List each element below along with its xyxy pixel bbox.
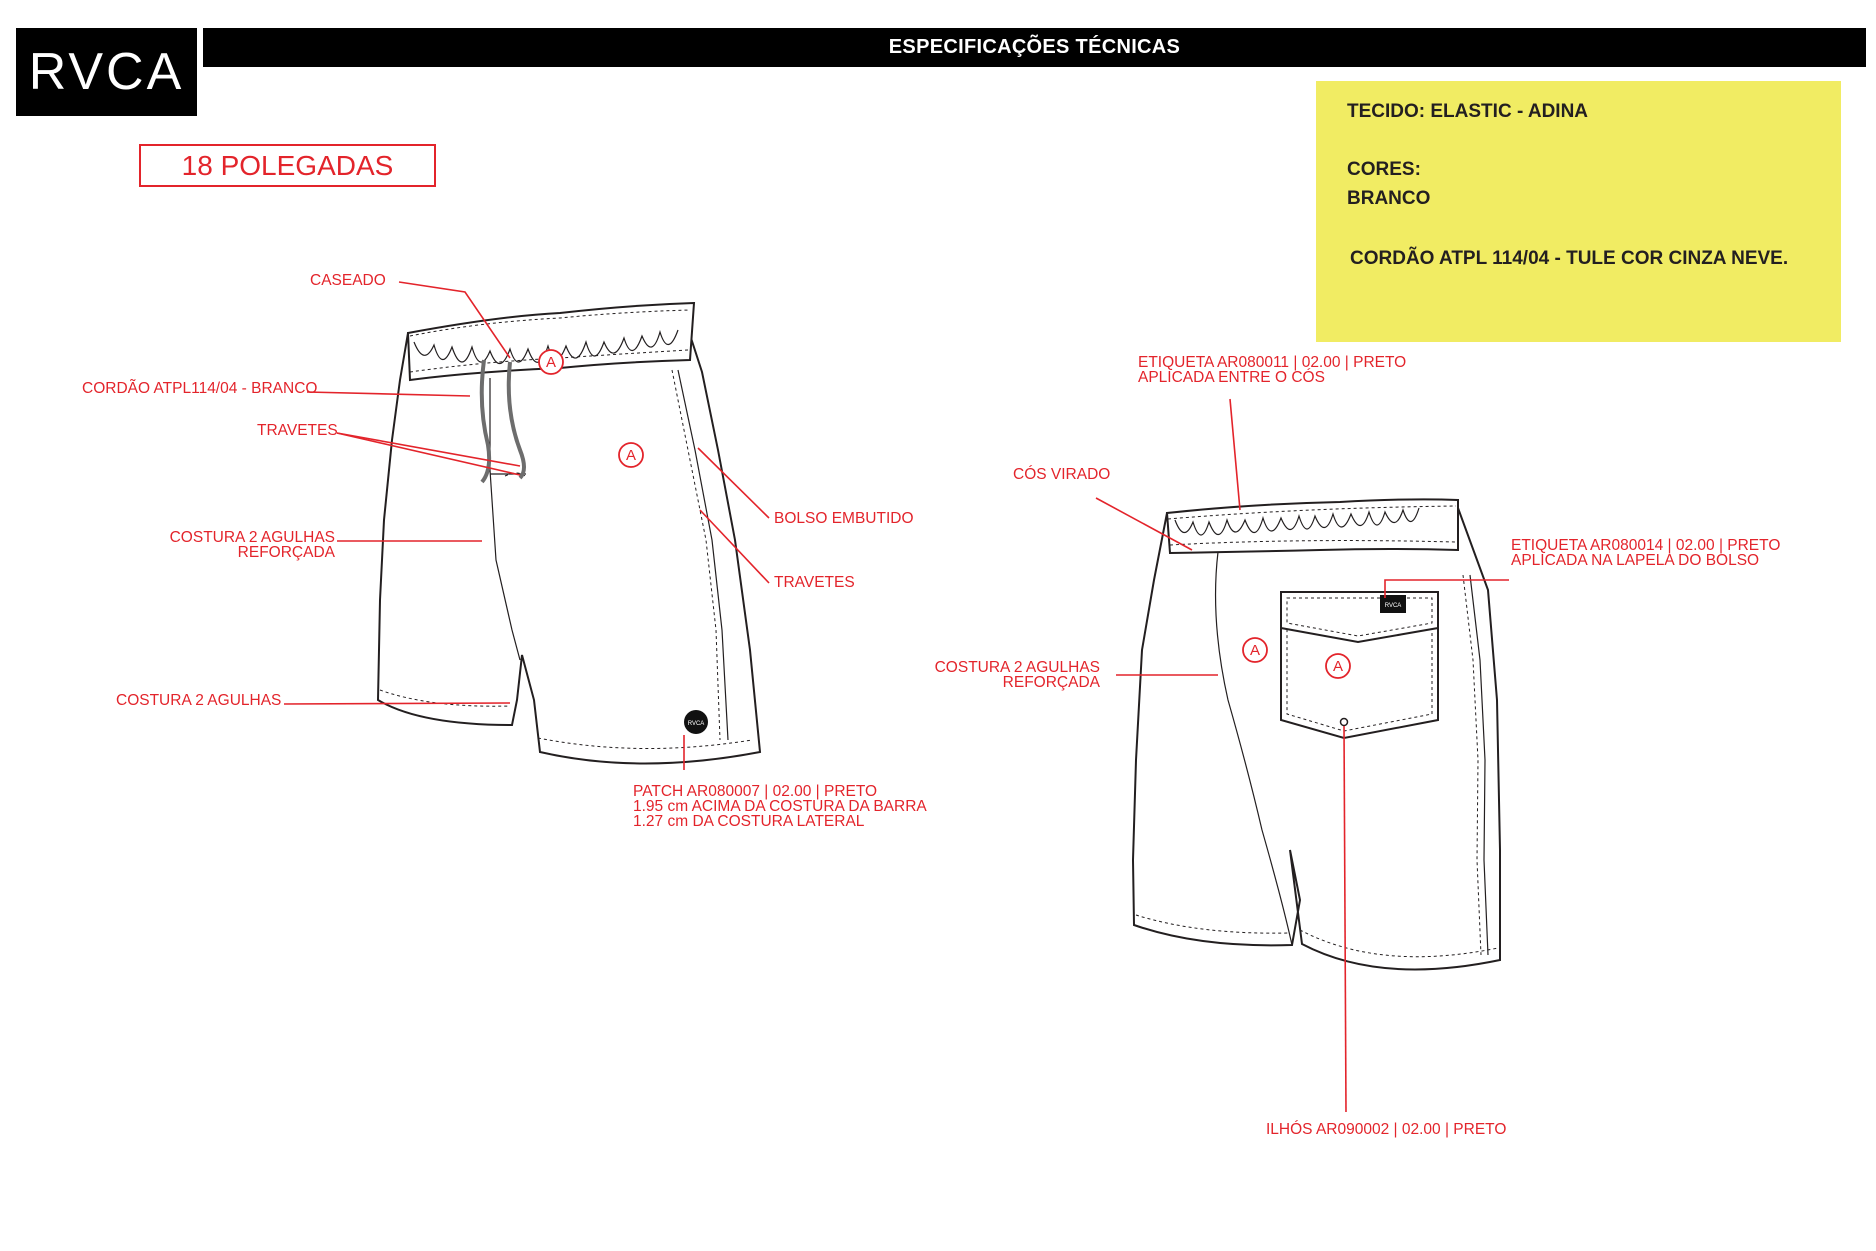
label-ilhos: ILHÓS AR090002 | 02.00 | PRETO [1266,1121,1507,1138]
back-shorts-drawing [1133,499,1500,969]
header-title-bar: ESPECIFICAÇÕES TÉCNICAS [203,28,1866,67]
label-etiqueta-bolso: ETIQUETA AR080014 | 02.00 | PRETO APLICADA NA LAPELA DO BOLSO [1511,537,1781,569]
fabric-marker-label: A [545,354,557,371]
label-travetes-left: TRAVETES [257,422,338,439]
fabric-marker-label: A [1249,642,1261,659]
label-caseado: CASEADO [310,272,386,289]
label-etiqueta-cos: ETIQUETA AR080011 | 02.00 | PRETO APLICADA ENTRE O CÓS [1138,354,1407,386]
drawcord-spec: CORDÃO ATPL 114/04 - TULE COR CINZA NEVE. [1350,248,1789,269]
label-travetes-right: TRAVETES [774,574,855,591]
fabric-marker-label: A [625,447,637,464]
fabric-spec: TECIDO: ELASTIC - ADINA [1347,101,1589,122]
label-costura-2-agulhas: COSTURA 2 AGULHAS [116,692,282,709]
label-costura-reforcada-back: COSTURA 2 AGULHAS REFORÇADA [934,659,1100,691]
label-cordao: CORDÃO ATPL114/04 - BRANCO [82,380,318,397]
label-bolso-embutido: BOLSO EMBUTIDO [774,510,914,527]
color-value: BRANCO [1347,188,1431,209]
brand-logo: RVCA [16,28,197,116]
back-label-text: RVCA [1384,603,1402,609]
front-patch-text: RVCA [687,721,705,727]
label-patch: PATCH AR080007 | 02.00 | PRETO 1.95 cm ACIMA DA COSTURA DA BARRA 1.27 cm DA COSTURA LATERAL [633,783,927,830]
size-label-box: 18 POLEGADAS [139,144,436,187]
fabric-marker-label: A [1332,658,1344,675]
label-cos-virado: CÓS VIRADO [1013,466,1111,483]
label-costura-reforcada-front: COSTURA 2 AGULHAS REFORÇADA [169,529,335,561]
front-shorts-drawing [378,303,760,764]
colors-heading: CORES: [1347,159,1421,180]
